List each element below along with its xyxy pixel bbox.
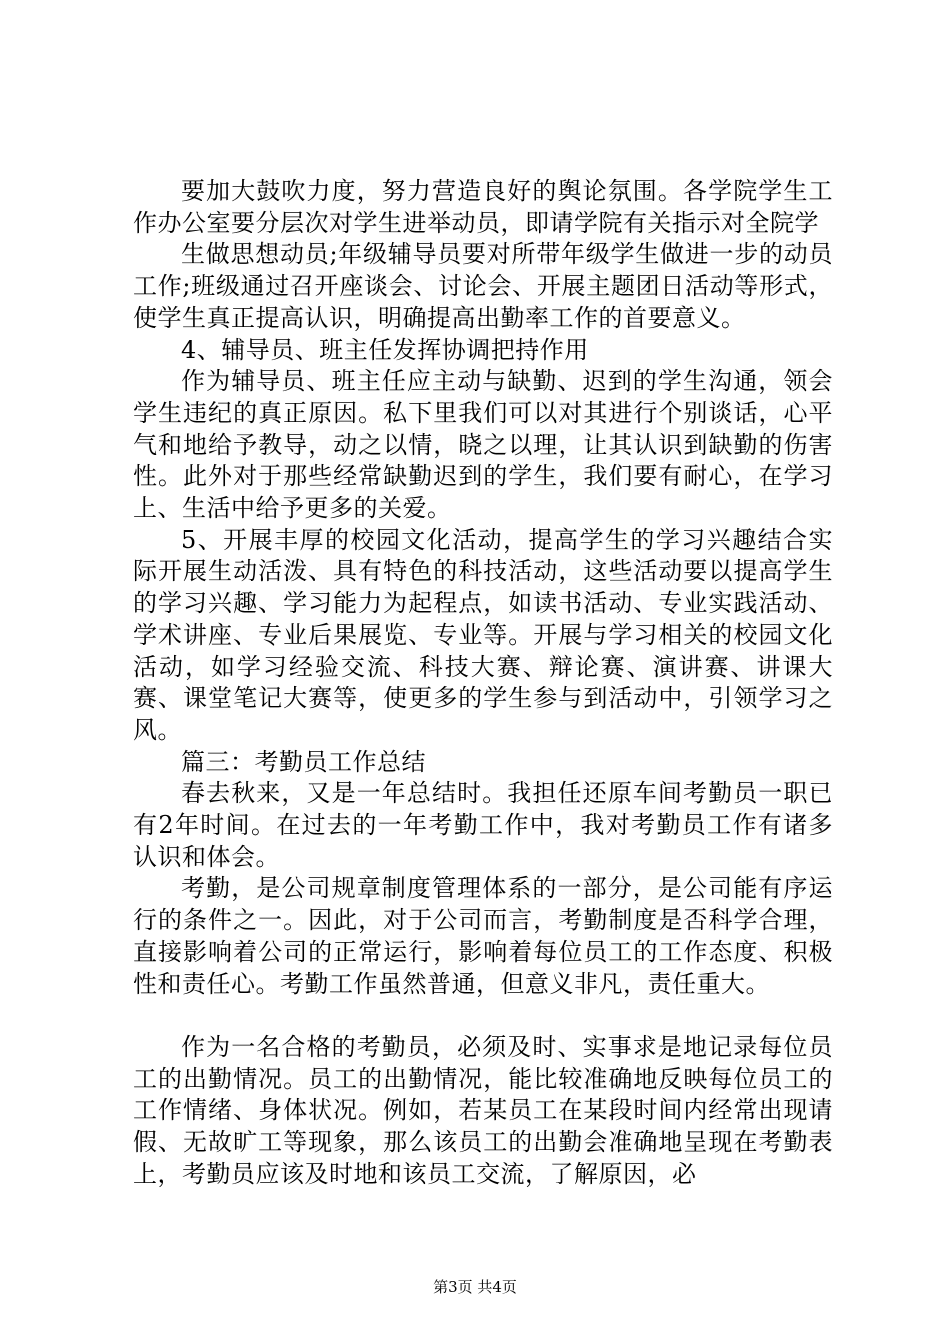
page-number: 第3页 共4页 xyxy=(433,1278,517,1296)
paragraph-mobilization: 生做思想动员;年级辅导员要对所带年级学生做进一步的动员工作;班级通过召开座谈会、讨论会、开展主题团日活动等形式，使学生真正提高认识，明确提高出勤率工作的首要意义。 xyxy=(133,240,833,332)
heading-chapter-three: 篇三：考勤员工作总结 xyxy=(181,747,426,776)
paragraph-attendance-duty: 作为一名合格的考勤员，必须及时、实事求是地记录每位员工的出勤情况。员工的出勤情况，能比较准确地反映每位员工的工作情绪、身体状况。例如，若某员工在某段时间内经常出现请假、无故旷工等现象，那么该员工的出勤会准确地呈现在考勤表上，考勤员应该及时地和该员工交流，了解原因，必 xyxy=(133,1032,833,1188)
document-body xyxy=(133,176,833,1190)
paragraph-counselor-communication: 作为辅导员、班主任应主动与缺勤、迟到的学生沟通，领会学生违纪的真正原因。私下里我们可以对其进行个别谈话，心平气和地给予教导，动之以情，晓之以理，让其认识到缺勤的伤害性。此外对于那些经常缺勤迟到的学生，我们要有耐心，在学习上、生活中给予更多的关爱。 xyxy=(133,367,833,523)
paragraph-year-summary: 春去秋来，又是一年总结时。我担任还原车间考勤员一职已有2年时间。在过去的一年考勤工作中，我对考勤员工作有诸多认识和体会。 xyxy=(133,779,833,871)
page-footer xyxy=(0,1277,950,1297)
paragraph-publicity: 要加大鼓吹力度，努力营造良好的舆论氛围。各学院学生工作办公室要分层次对学生进举动员，即请学院有关指示对全院学 xyxy=(133,177,833,237)
paragraph-attendance-meaning: 考勤，是公司规章制度管理体系的一部分，是公司能有序运行的条件之一。因此，对于公司而言，考勤制度是否科学合理，直接影响着公司的正常运行，影响着每位员工的工作态度、积极性和责任心。考勤工作虽然普通，但意义非凡，责任重大。 xyxy=(133,874,833,998)
paragraph-campus-culture: 5、开展丰厚的校园文化活动，提高学生的学习兴趣结合实际开展生动活泼、具有特色的科技活动，这些活动要以提高学生的学习兴趣、学习能力为起程点，如读书活动、专业实践活动、学术讲座、专业后果展览、专业等。开展与学习相关的校园文化活动，如学习经验交流、科技大赛、辩论赛、演讲赛、讲课大赛、课堂笔记大赛等，使更多的学生参与到活动中，引领学习之风。 xyxy=(133,525,833,744)
heading-counselor-role: 4、辅导员、班主任发挥协调把持作用 xyxy=(181,335,589,364)
